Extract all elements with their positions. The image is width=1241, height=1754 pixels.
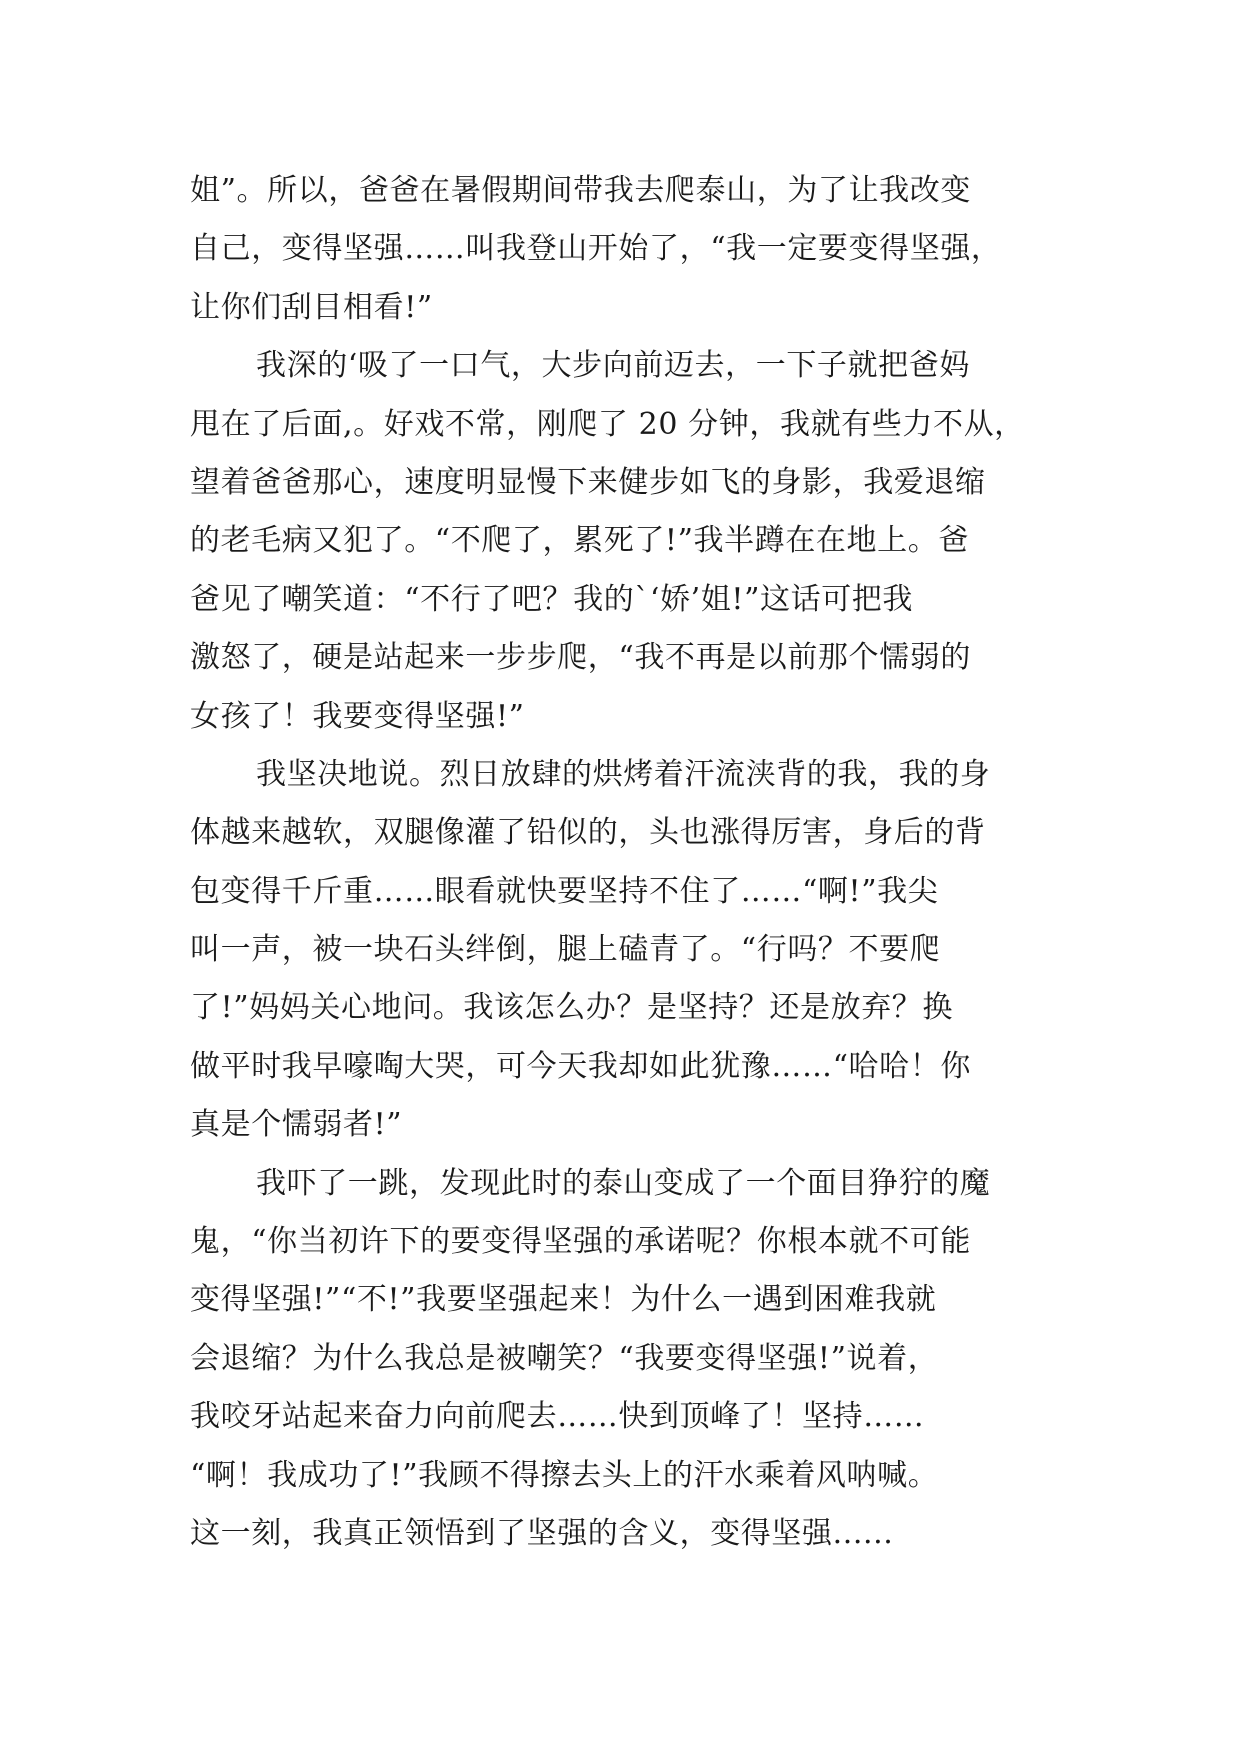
paragraph-3 — [190, 746, 1070, 1155]
text-line: 了!”妈妈关心地问。我该怎么办？是坚持？还是放弃？换 — [190, 990, 953, 1026]
paragraph-2 — [190, 337, 1070, 746]
text-line: 会退缩？为什么我总是被嘲笑？“我要变得坚强!”说着， — [190, 1340, 939, 1376]
article-body — [190, 162, 1070, 1563]
text-line: 甩在了后面,。好戏不常，刚爬了 20 分钟，我就有些力不从， — [190, 406, 1025, 442]
text-line: 体越来越软，双腿像灌了铅似的，头也涨得厉害，身后的背 — [190, 815, 986, 851]
text-line: 女孩了！我要变得坚强!” — [190, 698, 525, 734]
text-line: 的老毛病又犯了。“不爬了，累死了!”我半蹲在在地上。爸 — [190, 523, 969, 559]
text-line: 让你们刮目相看!” — [190, 289, 433, 325]
text-line: 做平时我早嚎啕大哭，可今天我却如此犹豫……“哈哈！你 — [190, 1048, 971, 1084]
paragraph-4 — [190, 1155, 1070, 1564]
text-line: 我深的‘吸了一口气，大步向前迈去，一下子就把爸妈 — [256, 348, 970, 384]
paragraph-1 — [190, 162, 1070, 337]
text-line: 爸见了嘲笑道：“不行了吧？我的`‘娇’姐!”这话可把我 — [190, 581, 914, 617]
text-line: 变得坚强!”“不!”我要坚强起来！为什么一遇到困难我就 — [190, 1282, 937, 1318]
text-line: 自己，变得坚强……叫我登山开始了，“我一定要变得坚强， — [190, 231, 1002, 267]
text-line: 这一刻，我真正领悟到了坚强的含义，变得坚强...... — [190, 1515, 894, 1551]
text-line: 姐”。所以，爸爸在暑假期间带我去爬泰山，为了让我改变 — [190, 173, 971, 208]
text-line: 我吓了一跳，发现此时的泰山变成了一个面目狰狞的魔 — [256, 1165, 991, 1201]
text-line: 激怒了，硬是站起来一步步爬，“我不再是以前那个懦弱的 — [190, 640, 971, 676]
text-line: 叫一声，被一块石头绊倒，腿上磕青了。“行吗？不要爬 — [190, 932, 941, 968]
text-line: 鬼，“你当初许下的要变得坚强的承诺呢？你根本就不可能 — [190, 1224, 971, 1260]
text-line: 望着爸爸那心，速度明显慢下来健步如飞的身影，我爱退缩 — [190, 464, 986, 500]
text-line: 我咬牙站起来奋力向前爬去……快到顶峰了！坚持…… — [190, 1399, 925, 1435]
text-line: 包变得千斤重……眼看就快要坚持不住了……“啊!”我尖 — [190, 873, 939, 909]
text-line: 真是个懦弱者!” — [190, 1107, 403, 1143]
text-line: 我坚决地说。烈日放肆的烘烤着汗流浃背的我，我的身 — [256, 756, 991, 792]
text-line: “啊！我成功了!”我顾不得擦去头上的汗水乘着风呐喊。 — [190, 1457, 939, 1493]
